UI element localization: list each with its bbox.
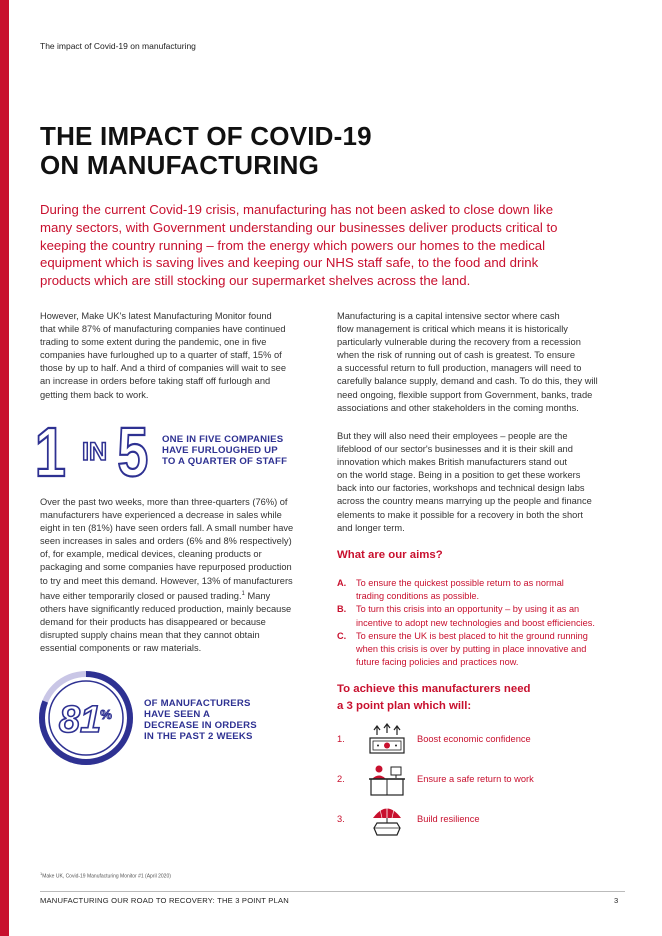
page-title-line-1: THE IMPACT OF COVID-19 xyxy=(40,121,372,151)
plan-number: 3. xyxy=(337,814,345,824)
aim-item-a xyxy=(337,577,595,603)
left-paragraph-2 xyxy=(40,496,293,655)
text-line: particularly vulnerable during the recovery from a recession xyxy=(337,337,581,348)
plan-number: 1. xyxy=(337,734,345,744)
aim-item-c xyxy=(337,630,595,670)
plan-item-1 xyxy=(337,723,627,757)
ring-percent: % xyxy=(100,707,112,722)
text-line: on the world stage. Being in a position to get these workers xyxy=(337,470,581,481)
text-line: seen increases in sales and orders (6% and 8% respectively) xyxy=(40,536,292,547)
text-line: lifeblood of our sector's businesses and it is their skill and xyxy=(337,444,573,455)
one-in-five-word: IN xyxy=(82,438,107,466)
footnote-ref[interactable]: 1 xyxy=(241,590,245,597)
text-line: and longer term. xyxy=(337,522,405,533)
text-line: those by up to half. And a third of companies will wait to see xyxy=(40,363,286,374)
text-line: But they will also need their employees – people are the xyxy=(337,431,568,441)
aims-heading xyxy=(337,547,443,564)
aim-line: incentive to adopt new technologies and boost efficiencies. xyxy=(356,617,595,628)
aim-line: trading conditions as possible. xyxy=(356,591,480,602)
page-title xyxy=(40,122,372,180)
text-line: getting them back to work. xyxy=(40,389,149,400)
caption-line: OF MANUFACTURERS xyxy=(144,698,251,709)
caption-line: HAVE FURLOUGHED UP xyxy=(162,445,278,456)
footer-title: MANUFACTURING OUR ROAD TO RECOVERY: THE 3 POINT PLAN xyxy=(40,896,289,905)
text-line: innovation which makes British manufacturers stand out xyxy=(337,457,567,468)
aim-letter: C. xyxy=(337,630,347,641)
aims-list xyxy=(337,577,595,669)
eighty-one-percent-ring xyxy=(38,670,134,766)
right-paragraph-2 xyxy=(337,430,592,535)
text-line: elements to make it possible for a recovery in both the short xyxy=(337,509,583,520)
text-line: a successful return to full production, managers will need to xyxy=(337,363,582,374)
page-number: 3 xyxy=(614,896,619,905)
text-line: flow management is critical which means it is historically xyxy=(337,324,568,335)
text-line: demand for their products has disappeared or because xyxy=(40,616,266,627)
text-segment: have either temporarily closed or paused trading. xyxy=(40,590,242,601)
left-accent-bar xyxy=(0,0,9,936)
text-line: an increase in orders before taking staff off furlough and xyxy=(40,376,271,387)
ring-number: 81 xyxy=(58,699,102,741)
lead-paragraph xyxy=(40,201,600,290)
text-line: carefully balance supply, demand and cash. To do this, they will xyxy=(337,376,598,387)
plan-label: Boost economic confidence xyxy=(417,734,531,744)
aim-letter: A. xyxy=(337,578,347,588)
lead-line: many sectors, with Government understanding our businesses deliver products critical to xyxy=(40,219,558,235)
one-in-five-digit-1: 1 xyxy=(34,418,66,480)
aim-letter: B. xyxy=(337,604,347,615)
worker-desk-icon xyxy=(367,763,407,797)
aim-line: To turn this crisis into an opportunity – by using it as an xyxy=(356,604,580,615)
lead-line: equipment which is saving lives and keeping our NHS staff safe, to the food and drink xyxy=(40,255,539,271)
caption-line: IN THE PAST 2 WEEKS xyxy=(144,731,253,742)
one-in-five-caption xyxy=(162,434,287,467)
text-line: associations and other stakeholders in the coming months. xyxy=(337,402,579,413)
page-title-line-2: ON MANUFACTURING xyxy=(40,150,320,180)
text-line: of, for example, medical devices, cleaning products or xyxy=(40,549,262,560)
aim-item-b xyxy=(337,603,595,629)
text-line: that while 87% of manufacturing companies have continued xyxy=(40,324,286,335)
plan-number: 2. xyxy=(337,774,345,784)
caption-line: DECREASE IN ORDERS xyxy=(144,720,257,731)
plan-heading xyxy=(337,681,531,714)
heading-line: To achieve this manufacturers need xyxy=(337,683,531,695)
text-line: trading to some extent during the pandemic, one in five xyxy=(40,337,267,348)
text-line: Manufacturing is a capital intensive sector where cash xyxy=(337,311,560,321)
text-segment: Many xyxy=(244,590,271,601)
plan-item-3 xyxy=(337,803,627,837)
right-paragraph-1 xyxy=(337,310,598,415)
text-line: back into our factories, workshops and technical design labs xyxy=(337,483,585,494)
heading-line: a 3 point plan which will: xyxy=(337,699,472,712)
text-line: Over the past two weeks, more than three-quarters (76%) of xyxy=(40,497,288,507)
one-in-five-graphic xyxy=(34,418,154,480)
text-line: to try and meet this demand. However, 13% of manufacturers xyxy=(40,575,293,586)
caption-line: TO A QUARTER OF STAFF xyxy=(162,456,288,467)
aim-line: when this crisis is over by putting in place innovative and xyxy=(356,644,587,655)
text-line: across the country means marrying up the people and finance xyxy=(337,496,592,507)
money-arrows-icon xyxy=(367,723,407,757)
text-line: packaging and some companies have repurposed production xyxy=(40,562,292,573)
lead-line: During the current Covid-19 crisis, manufacturing has not been asked to close down like xyxy=(40,202,554,217)
caption-line: ONE IN FIVE COMPANIES xyxy=(162,434,284,445)
text-line: disrupted supply chains mean that they cannot obtain xyxy=(40,630,260,641)
caption-line: HAVE SEEN A xyxy=(144,709,211,720)
footnote-text: Make UK, Covid-19 Manufacturing Monitor #1 (April 2020) xyxy=(42,873,171,880)
text-line: However, Make UK's latest Manufacturing Monitor found xyxy=(40,311,272,321)
text-line: companies have furloughed up to a quarter of staff, 15% of xyxy=(40,350,282,361)
text-line: eight in ten (81%) have seen orders fall. A small number have xyxy=(40,523,294,534)
text-line: when the risk of running out of cash is greatest. To ensure xyxy=(337,350,576,361)
plan-label: Build resilience xyxy=(417,814,480,824)
aim-line: To ensure the quickest possible return to as normal xyxy=(356,578,564,588)
footnote xyxy=(40,871,171,880)
lead-line: products which are still stocking our supermarket shelves across the land. xyxy=(40,273,471,289)
text-line xyxy=(40,588,293,603)
footer-divider xyxy=(40,891,625,892)
one-in-five-digit-5: 5 xyxy=(117,418,149,480)
lead-line: keeping the country running – from the energy which powers our homes to the medical xyxy=(40,237,546,253)
heading-line: What are our aims? xyxy=(337,549,443,561)
umbrella-box-icon xyxy=(367,803,407,837)
aim-line: future facing policies and practices now. xyxy=(356,657,519,668)
text-line: manufacturers have experienced a decrease in sales while xyxy=(40,510,282,521)
eighty-one-percent-caption xyxy=(144,698,257,742)
text-line: others have significantly reduced production, mainly because xyxy=(40,603,292,614)
aim-line: To ensure the UK is best placed to hit the ground running xyxy=(356,630,588,641)
left-paragraph-1 xyxy=(40,310,286,402)
plan-label: Ensure a safe return to work xyxy=(417,774,534,784)
text-line: essential components or raw materials. xyxy=(40,643,202,654)
running-header: The impact of Covid-19 on manufacturing xyxy=(40,41,196,51)
text-line: need ongoing, flexible support from Government, banks, trade xyxy=(337,389,593,400)
plan-item-2 xyxy=(337,763,627,797)
footnote-number: 1 xyxy=(40,871,43,876)
